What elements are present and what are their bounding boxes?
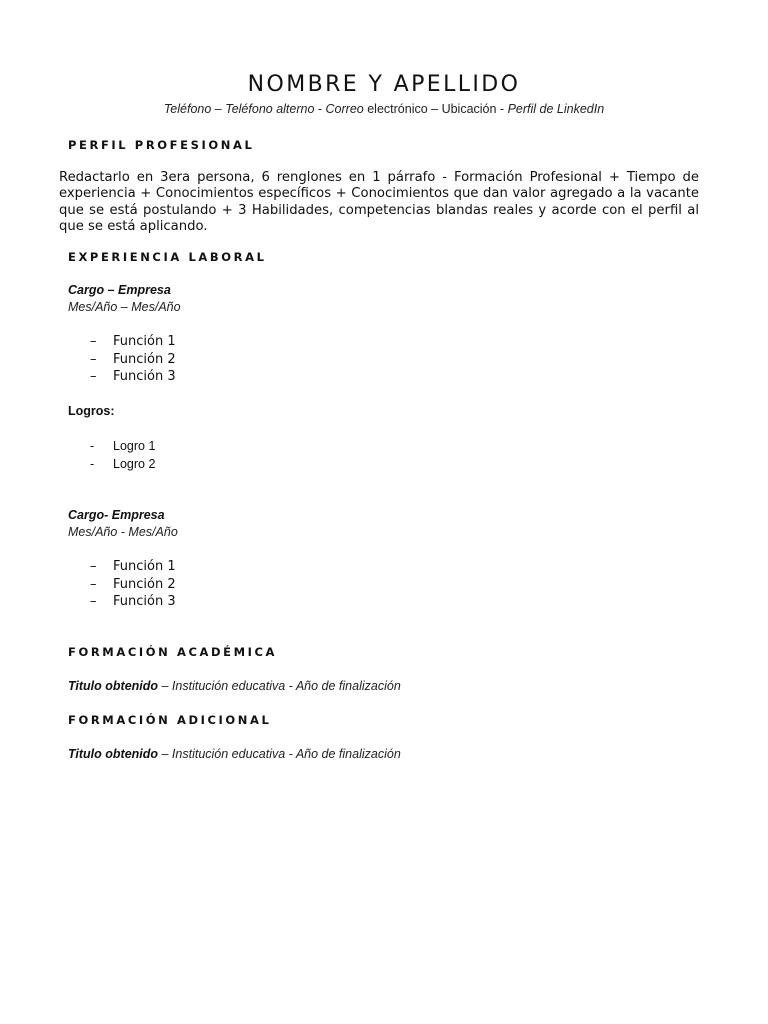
achievements-label: Logros:	[68, 404, 115, 418]
location: – Ubicación -	[427, 102, 508, 116]
dash-bullet: -	[90, 456, 95, 471]
achievement-text: Logro 2	[113, 456, 156, 471]
function-text: Función 2	[113, 351, 176, 367]
job-dates: Mes/Año - Mes/Año	[68, 525, 178, 539]
email-label-rest: electrónico	[367, 102, 428, 116]
additional-entry	[68, 747, 401, 761]
function-text: Función 2	[113, 576, 176, 592]
dash-bullet: –	[90, 351, 97, 367]
contact-separator: -	[314, 102, 326, 116]
profile-summary: Redactarlo en 3era persona, 6 renglones en 1 párrafo - Formación Profesional + Tiempo de experiencia + Conocimientos específicos + Conocimientos que dan valor agregado a la vacante que se está postulando + 3 Habilidades, competencias blandas reales y acorde con el perfil al que se está aplicando.	[59, 170, 699, 235]
section-title-profile: PERFIL PROFESIONAL	[68, 138, 255, 152]
dash-bullet: –	[90, 559, 97, 574]
function-text: Función 3	[113, 369, 176, 384]
degree-title: Titulo obtenido	[68, 679, 159, 693]
dash-bullet: –	[90, 594, 97, 609]
email-label: Correo	[325, 102, 368, 116]
degree-title: Titulo obtenido	[68, 747, 159, 761]
section-title-additional: FORMACIÓN ADICIONAL	[68, 713, 272, 727]
function-text: Función 1	[113, 559, 176, 574]
contact-line	[0, 102, 768, 116]
education-entry	[68, 679, 401, 693]
achievement-text: Logro 1	[113, 439, 156, 453]
section-title-experience: EXPERIENCIA LABORAL	[68, 250, 267, 264]
function-text: Función 1	[113, 334, 176, 349]
job-dates: Mes/Año – Mes/Año	[68, 300, 181, 314]
dash-bullet: –	[90, 369, 97, 384]
section-title-education: FORMACIÓN ACADÉMICA	[68, 645, 278, 659]
alt-phone: Teléfono alterno	[225, 102, 315, 116]
degree-detail: – Institución educativa - Año de finalización	[158, 747, 401, 761]
dash-bullet: –	[90, 334, 97, 349]
dash-bullet: -	[90, 439, 95, 453]
linkedin-profile: Perfil de LinkedIn	[507, 102, 605, 116]
contact-separator: –	[211, 102, 226, 116]
candidate-name: NOMBRE Y APELLIDO	[247, 72, 521, 97]
phone: Teléfono	[163, 102, 212, 116]
degree-detail: – Institución educativa - Año de finalización	[158, 679, 401, 693]
dash-bullet: –	[90, 576, 97, 592]
function-text: Función 3	[113, 594, 176, 609]
job-role-company: Cargo- Empresa	[68, 508, 165, 522]
job-role-company: Cargo – Empresa	[68, 283, 171, 297]
